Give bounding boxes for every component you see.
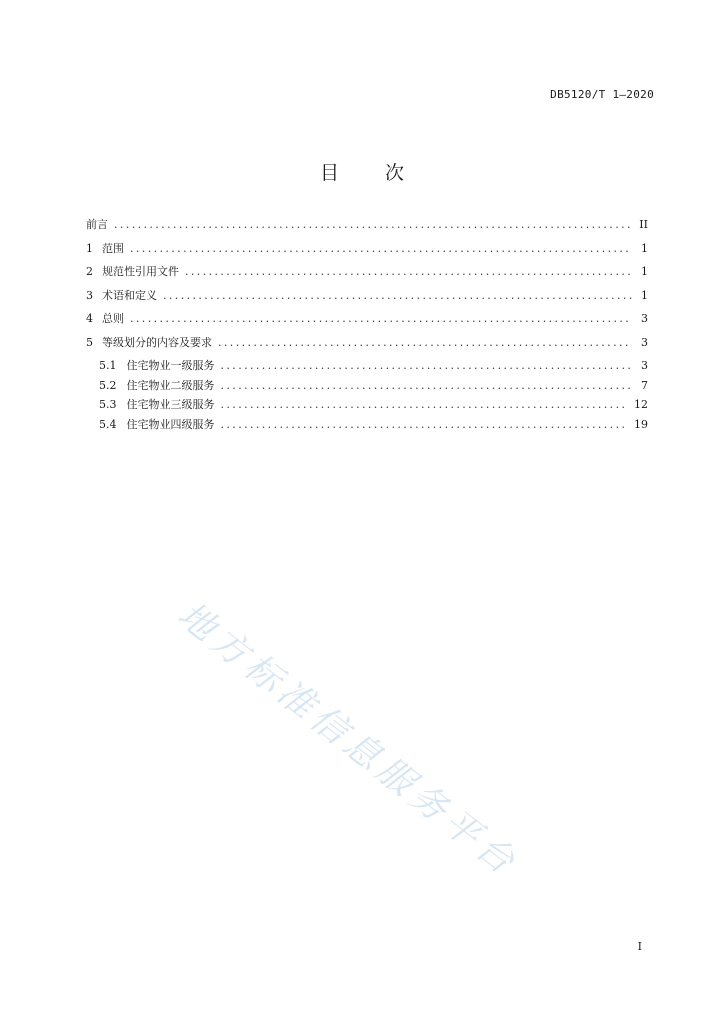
toc-entry-page: II <box>639 218 648 231</box>
toc-entry-number: 4 <box>86 312 93 325</box>
toc-entry-label: 住宅物业四级服务 <box>126 417 215 431</box>
toc-entry-level-3-service[interactable] <box>86 396 648 416</box>
toc-entry-label: 住宅物业三级服务 <box>126 398 215 411</box>
toc-entry-label: 术语和定义 <box>102 288 157 302</box>
toc-entry-label: 住宅物业一级服务 <box>126 359 215 372</box>
toc-entry-label: 前言 <box>86 218 108 231</box>
toc-entry-number: 3 <box>86 288 93 302</box>
toc-entry-grading-requirements[interactable] <box>86 334 648 358</box>
toc-entry-number: 2 <box>86 265 93 278</box>
toc-entry-number: 5.2 <box>99 378 117 392</box>
toc-leader-dots <box>221 359 633 372</box>
toc-entry-level-2-service[interactable] <box>86 377 648 397</box>
toc-entry-label: 范围 <box>102 241 124 255</box>
toc-entry-normative-references[interactable] <box>86 263 648 287</box>
toc-entry-number: 5 <box>86 335 93 349</box>
toc-entry-number: 5.4 <box>99 417 117 431</box>
toc-entry-foreword[interactable] <box>86 216 648 240</box>
toc-entry-number: 5.3 <box>99 398 117 411</box>
toc-entry-page: 1 <box>641 265 648 278</box>
toc-entry-terms-definitions[interactable] <box>86 287 648 311</box>
toc-entry-page: 1 <box>641 241 648 255</box>
toc-entry-label: 等级划分的内容及要求 <box>102 335 212 349</box>
toc-leader-dots <box>221 418 629 431</box>
table-of-contents <box>86 216 648 435</box>
toc-entry-page: 3 <box>641 359 648 372</box>
page-number: I <box>637 940 642 953</box>
toc-leader-dots <box>114 218 632 231</box>
toc-entry-number: 1 <box>86 241 93 255</box>
toc-entry-page: 19 <box>634 417 648 431</box>
toc-entry-general[interactable] <box>86 310 648 334</box>
toc-entry-number: 5.1 <box>99 359 117 372</box>
toc-leader-dots <box>221 379 633 392</box>
toc-leader-dots <box>130 242 632 255</box>
toc-title: 目 次 <box>319 162 425 184</box>
toc-leader-dots <box>130 312 632 325</box>
toc-entry-scope[interactable] <box>86 240 648 264</box>
toc-entry-page: 1 <box>641 288 648 302</box>
toc-entry-label: 总则 <box>102 312 124 325</box>
toc-leader-dots <box>218 336 632 349</box>
toc-leader-dots <box>185 265 632 278</box>
watermark: 地方标准信息服务平台 <box>169 594 527 886</box>
toc-entry-page: 3 <box>641 335 648 349</box>
toc-entry-page: 7 <box>641 378 648 392</box>
toc-leader-dots <box>221 398 629 411</box>
standard-code: DB5120/T 1—2020 <box>550 88 654 101</box>
toc-leader-dots <box>163 289 632 302</box>
toc-entry-page: 3 <box>641 312 648 325</box>
toc-entry-level-4-service[interactable] <box>86 416 648 436</box>
toc-entry-label: 住宅物业二级服务 <box>126 378 215 392</box>
toc-entry-level-1-service[interactable] <box>86 357 648 377</box>
toc-entry-label: 规范性引用文件 <box>102 265 179 278</box>
toc-entry-page: 12 <box>634 398 648 411</box>
